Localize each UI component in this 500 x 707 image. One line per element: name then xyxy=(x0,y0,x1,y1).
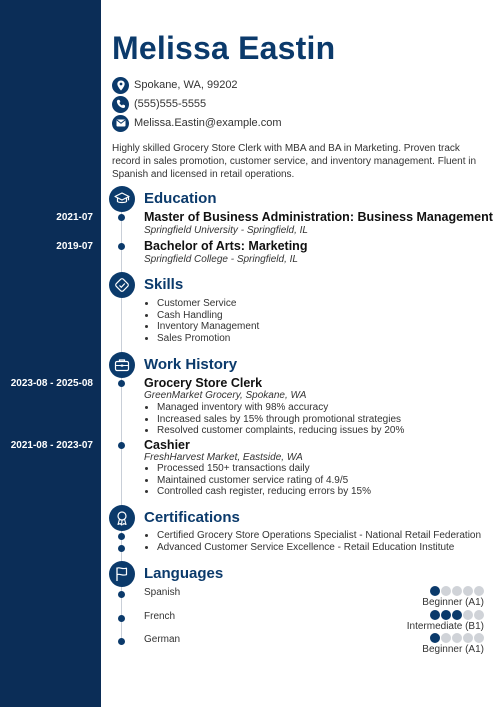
sidebar xyxy=(0,0,101,707)
certification-item: • Certified Grocery Store Operations Specialist - National Retail Federation xyxy=(157,530,481,542)
language-level-text: Beginner (A1) xyxy=(422,644,484,655)
profile-summary: Highly skilled Grocery Store Clerk with MBA and BA in Marketing. Proven track record in sales promotion, customer service, and inventory management. Fluent in Spanish and licensed in retail operations. xyxy=(112,143,477,180)
timeline-dot xyxy=(118,533,125,540)
proficiency-dot xyxy=(441,586,451,596)
briefcase-icon xyxy=(109,352,135,378)
proficiency-dots xyxy=(430,586,484,596)
skill-item: • Sales Promotion xyxy=(157,333,259,345)
job-bullets xyxy=(144,463,371,498)
languages-heading: Languages xyxy=(144,565,224,582)
contact-phone-text: (555)555-5555 xyxy=(134,98,207,110)
handshake-icon xyxy=(109,272,135,298)
education-date: 2021-07 xyxy=(56,212,93,223)
proficiency-dots xyxy=(430,610,484,620)
job-role: Grocery Store Clerk xyxy=(144,376,263,390)
proficiency-dot xyxy=(430,586,440,596)
work-history-heading: Work History xyxy=(144,356,238,373)
proficiency-dot xyxy=(463,610,473,620)
job-date: 2021-08 - 2023-07 xyxy=(10,440,93,451)
contact-email[interactable] xyxy=(112,114,282,132)
job-role: Cashier xyxy=(144,438,190,452)
job-date: 2023-08 - 2025-08 xyxy=(10,378,93,389)
timeline-dot xyxy=(118,214,125,221)
proficiency-dot xyxy=(452,633,462,643)
flag-icon xyxy=(109,561,135,587)
proficiency-dot xyxy=(430,633,440,643)
timeline-dot xyxy=(118,638,125,645)
education-degree: Master of Business Administration: Business Management xyxy=(144,210,493,224)
candidate-name: Melissa Eastin xyxy=(112,30,336,66)
skill-item: • Cash Handling xyxy=(157,310,259,322)
proficiency-dot xyxy=(463,586,473,596)
location-pin-icon xyxy=(112,77,129,94)
job-bullet: • Managed inventory with 98% accuracy xyxy=(157,402,404,414)
envelope-icon xyxy=(112,115,129,132)
proficiency-dot xyxy=(430,610,440,620)
education-heading: Education xyxy=(144,190,217,207)
job-company: FreshHarvest Market, Eastside, WA xyxy=(144,452,303,463)
language-name: Spanish xyxy=(144,587,181,598)
contact-location xyxy=(112,76,238,94)
proficiency-dot xyxy=(463,633,473,643)
job-bullet: • Resolved customer complaints, reducing issues by 20% xyxy=(157,425,404,437)
skills-heading: Skills xyxy=(144,276,184,293)
education-school: Springfield College - Springfield, IL xyxy=(144,254,298,265)
timeline-dot xyxy=(118,545,125,552)
certifications-list xyxy=(144,530,481,553)
timeline-dot xyxy=(118,442,125,449)
language-level-text: Intermediate (B1) xyxy=(406,621,484,632)
contact-email-text[interactable]: Melissa.Eastin@example.com xyxy=(134,117,282,129)
phone-icon xyxy=(112,96,129,113)
proficiency-dot xyxy=(441,633,451,643)
timeline-dot xyxy=(118,243,125,250)
proficiency-dot xyxy=(441,610,451,620)
proficiency-dot xyxy=(474,633,484,643)
language-level xyxy=(422,586,484,608)
job-bullet: • Increased sales by 15% through promotional strategies xyxy=(157,414,404,426)
education-degree: Bachelor of Arts: Marketing xyxy=(144,239,308,253)
language-level-text: Beginner (A1) xyxy=(422,597,484,608)
skills-list xyxy=(144,298,259,344)
language-name: German xyxy=(144,634,181,645)
proficiency-dots xyxy=(430,633,484,643)
timeline-dot xyxy=(118,615,125,622)
proficiency-dot xyxy=(474,586,484,596)
contact-location-text: Spokane, WA, 99202 xyxy=(134,79,238,91)
certifications-heading: Certifications xyxy=(144,509,240,526)
proficiency-dot xyxy=(474,610,484,620)
timeline-dot xyxy=(118,591,125,598)
language-level xyxy=(422,633,484,655)
education-date: 2019-07 xyxy=(56,241,93,252)
proficiency-dot xyxy=(452,610,462,620)
job-bullets xyxy=(144,402,404,437)
education-school: Springfield University - Springfield, IL xyxy=(144,225,308,236)
language-name: French xyxy=(144,611,176,622)
graduation-cap-icon xyxy=(109,186,135,212)
job-bullet: • Processed 150+ transactions daily xyxy=(157,463,371,475)
timeline-dot xyxy=(118,380,125,387)
skill-item: • Customer Service xyxy=(157,298,259,310)
contact-phone xyxy=(112,95,206,113)
certification-item: • Advanced Customer Service Excellence - Retail Education Institute xyxy=(157,542,481,554)
job-company: GreenMarket Grocery, Spokane, WA xyxy=(144,390,307,401)
language-level xyxy=(407,610,484,632)
job-bullet: • Controlled cash register, reducing errors by 15% xyxy=(157,486,371,498)
job-bullet: • Maintained customer service rating of 4.9/5 xyxy=(157,475,371,487)
award-ribbon-icon xyxy=(109,505,135,531)
proficiency-dot xyxy=(452,586,462,596)
skill-item: • Inventory Management xyxy=(157,321,259,333)
